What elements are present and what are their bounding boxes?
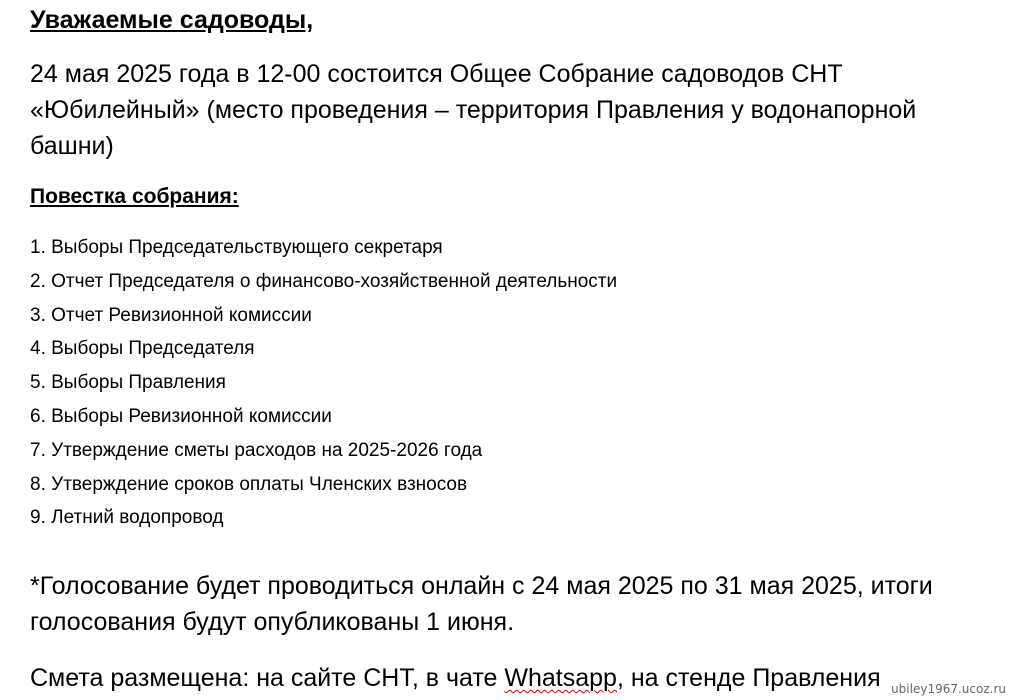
agenda-item: 7. Утверждение сметы расходов на 2025-2026 года: [30, 439, 483, 461]
agenda-title: Повестка собрания:: [30, 185, 239, 208]
agenda-item: 6. Выборы Ревизионной комиссии: [30, 405, 332, 427]
agenda-item: 8. Утверждение сроков оплаты Членских взносов: [30, 473, 468, 495]
estimate-location: [30, 660, 881, 696]
site-watermark: ubiley1967.ucoz.ru: [888, 682, 1009, 696]
estimate-prefix: Смета размещена: на сайте СНТ, в чате: [30, 664, 505, 692]
whatsapp-word: Whatsapp: [504, 664, 617, 692]
agenda-item: 3. Отчет Ревизионной комиссии: [30, 304, 312, 326]
agenda-item: 9. Летний водопровод: [30, 507, 224, 529]
greeting-heading: Уважаемые садоводы,: [30, 6, 314, 34]
meeting-announcement: 24 мая 2025 года в 12-00 состоится Общее Собрание садоводов СНТ «Юбилейный» (место проведения – территория Правления у водонапорной башни): [30, 60, 917, 160]
estimate-suffix: , на стенде Правления: [616, 664, 881, 692]
agenda-item: 5. Выборы Правления: [30, 372, 226, 394]
voting-note: *Голосование будет проводиться онлайн с 24 мая 2025 по 31 мая 2025, итоги голосования будут опубликованы 1 июня.: [30, 572, 933, 636]
agenda-item: 1. Выборы Председательствующего секретаря: [30, 237, 443, 258]
agenda-item: 2. Отчет Председателя о финансово-хозяйственной деятельности: [30, 270, 618, 292]
agenda-list: [30, 231, 617, 535]
agenda-item: 4. Выборы Председателя: [30, 338, 255, 360]
